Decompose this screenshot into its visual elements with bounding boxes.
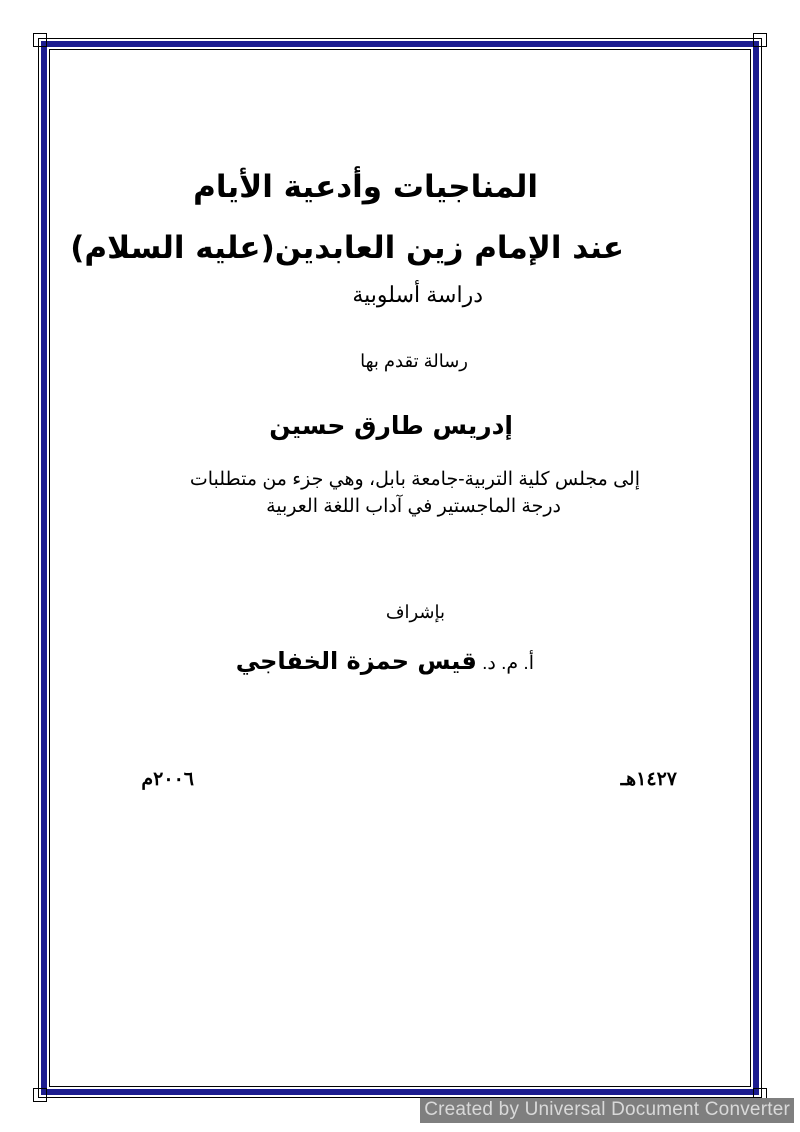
thesis-title-line-2: عند الإمام زين العابدين(عليه السلام) (70, 230, 624, 266)
converter-watermark: Created by Universal Document Converter (420, 1098, 794, 1123)
border-corner-bottom-left (33, 1088, 47, 1102)
presented-by-label: رسالة تقدم بها (360, 351, 468, 371)
hijri-year: ١٤٢٧هـ (620, 769, 677, 790)
gregorian-year: ٢٠٠٦م (141, 769, 194, 790)
supervision-label: بإشراف (385, 602, 445, 622)
thesis-title-line-1: المناجيات وأدعية الأيام (193, 169, 538, 205)
supervisor-title: أ. م. د. (482, 653, 534, 674)
thesis-subtitle: دراسة أسلوبية (352, 282, 483, 307)
supervisor-name: قيس حمزة الخفاجي (235, 647, 477, 675)
supervisor-line (236, 648, 534, 675)
description-line-1: إلى مجلس كلية التربية-جامعة بابل، وهي جزء من متطلبات (189, 469, 640, 490)
author-name: إدريس طارق حسين (269, 411, 513, 440)
description-line-2: درجة الماجستير في آداب اللغة العربية (266, 496, 561, 517)
border-corner-top-right (753, 33, 767, 47)
border-corner-top-left (33, 33, 47, 47)
